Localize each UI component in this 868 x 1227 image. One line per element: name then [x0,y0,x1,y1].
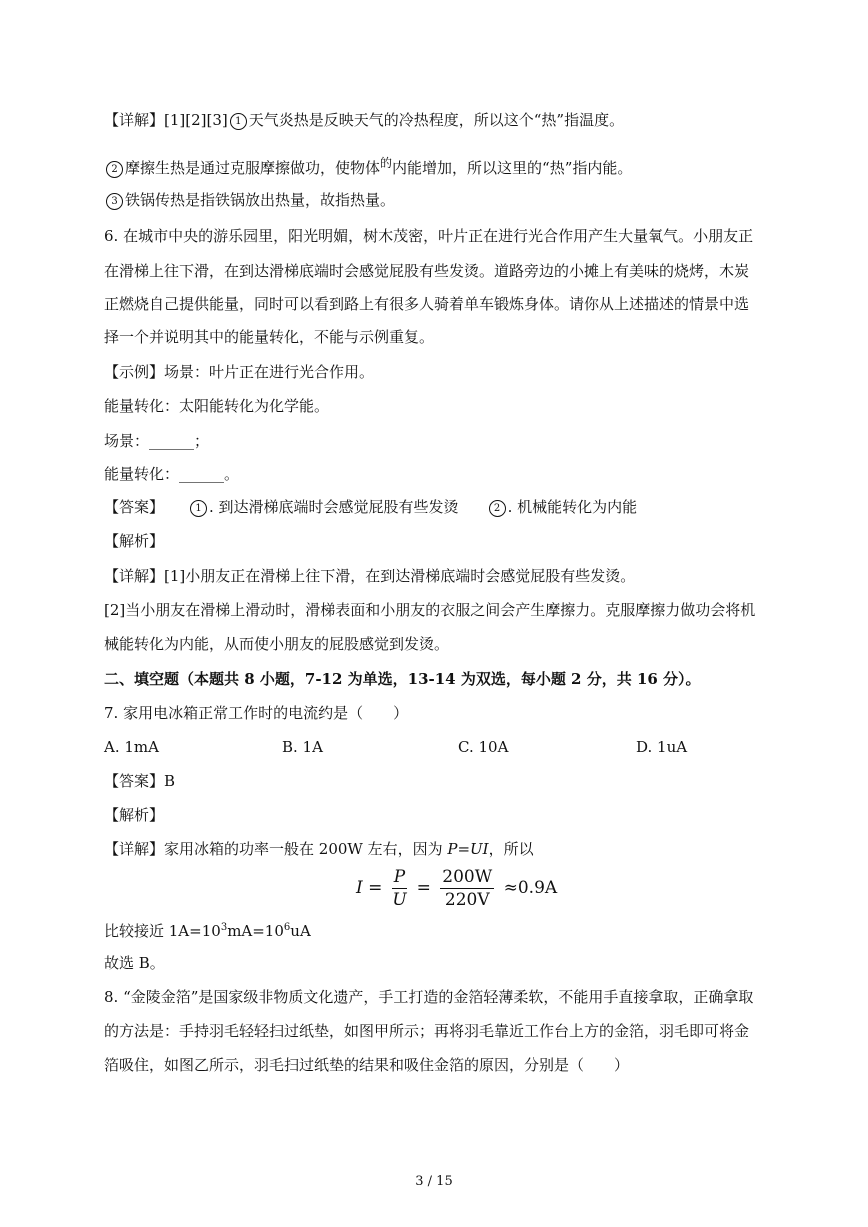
q6-line-4: 择一个并说明其中的能量转化，不能与示例重复。 [104,328,435,346]
q6-detail-2a: [2]当小朋友在滑梯上滑动时，滑梯表面和小朋友的衣服之间会产生摩擦力。克服摩擦力做功会将机 [104,601,756,619]
formula-fraction-1 [392,866,407,911]
q8-line-3: 箔吸住，如图乙所示，羽毛扫过纸垫的结果和吸住金箔的原因，分别是（ ） [104,1056,630,1074]
q6-example: 【示例】场景：叶片正在进行光合作用。 [104,363,375,381]
answer-circle-2: 2 [489,500,506,517]
q7-option-b: B. 1A [282,738,323,756]
refs: [1][2][3] [164,111,228,129]
q7-option-a: A. 1mA [104,738,159,756]
q7-detail [104,839,534,859]
fraction-1-numerator: P [393,867,406,887]
detail-text-3: 铁锅传热是指铁锅放出热量，故指热量。 [125,191,396,209]
compare-exponent-2: 6 [283,922,291,933]
page-number: 3 / 15 [415,1174,453,1189]
q7-answer: 【答案】B [104,772,176,790]
q7-detail-equation: P=UI [447,840,489,858]
detail-text-1: 天气炎热是反映天气的冷热程度，所以这个“热”指温度。 [248,111,625,129]
q7-option-c: C. 10A [458,738,509,756]
circle-number-2: 2 [106,161,123,178]
section-heading: 二、填空题（本题共 8 小题，7-12 为单选，13-14 为双选，每小题 2 分，共 16 分）。 [104,670,701,688]
q7-analysis-tag: 【解析】 [104,806,165,824]
q7-stem: 7. 家用电冰箱正常工作时的电流约是（ ） [104,704,409,722]
compare-text-c: uA [290,922,311,940]
detail-text-2a: 摩擦生热是通过克服摩擦做功，使物体 [125,159,381,177]
answer-2: . 机械能转化为内能 [507,498,638,516]
detail-line-3 [104,190,395,210]
q6-line-2: 在滑梯上往下滑，在到达滑梯底端时会感觉屁股有些发烫。道路旁边的小摊上有美味的烧烤，木炭 [104,262,750,280]
q7-detail-text-a: 【详解】家用冰箱的功率一般在 200W 左右，因为 [104,840,448,858]
q6-line-1: 6. 在城市中央的游乐园里，阳光明媚，树木茂密，叶片正在进行光合作用产生大量氧气。小朋友正 [104,227,754,245]
q6-detail-1: 【详解】[1]小朋友正在滑梯上往下滑，在到达滑梯底端时会感觉屁股有些发烫。 [104,567,636,585]
q6-detail-2b: 械能转化为内能，从而使小朋友的屁股感觉到发烫。 [104,635,450,653]
detail-tag: 【详解】 [104,111,165,129]
q6-answer [104,497,637,517]
q7-formula [356,866,557,911]
q6-energy-blank: 能量转化：______。 [104,465,240,483]
circle-number-3: 3 [106,193,123,210]
q7-choose: 故选 B。 [104,954,165,972]
q6-scene-blank: 场景：______； [104,432,210,450]
answer-circle-1: 1 [190,500,207,517]
q7-compare [104,918,311,941]
detail-line-2 [104,153,632,178]
circle-number-1: 1 [230,113,247,130]
fraction-2-numerator: 200W [442,867,493,887]
answer-1: . 到达滑梯底端时会感觉屁股有些发烫 [209,498,459,516]
formula-eq2: = [416,878,431,898]
q6-line-3: 正燃烧自己提供能量，同时可以看到路上有很多人骑着单车锻炼身体。请你从上述描述的情景中选 [104,295,750,313]
q7-option-d: D. 1uA [636,738,688,756]
compare-text-a: 比较接近 1A=10 [104,922,221,940]
detail-line-1 [104,110,624,130]
fraction-2-denominator: 220V [444,890,490,910]
fraction-1-denominator: U [392,890,407,910]
answer-tag: 【答案】 [104,498,165,516]
q7-detail-text-b: ，所以 [488,840,534,858]
formula-eq1: = [368,878,383,898]
formula-approx: ≈0.9A [503,878,558,898]
q8-line-1: 8. “金陵金箔”是国家级非物质文化遗产，手工打造的金箔轻薄柔软，不能用手直接拿取，正确拿取 [104,988,754,1006]
q8-line-2: 的方法是：手持羽毛轻轻扫过纸垫，如图甲所示；再将羽毛靠近工作台上方的金箔，羽毛即可将金 [104,1022,750,1040]
formula-lhs: I [356,878,363,898]
formula-fraction-2 [440,866,494,911]
q6-analysis-tag: 【解析】 [104,532,165,550]
compare-exponent-1: 3 [220,922,228,933]
compare-text-b: mA=10 [227,922,284,940]
q6-energy-example: 能量转化：太阳能转化为化学能。 [104,397,330,415]
superscript-de: 的 [380,156,393,170]
detail-text-2b: 内能增加，所以这里的“热”指内能。 [392,159,633,177]
